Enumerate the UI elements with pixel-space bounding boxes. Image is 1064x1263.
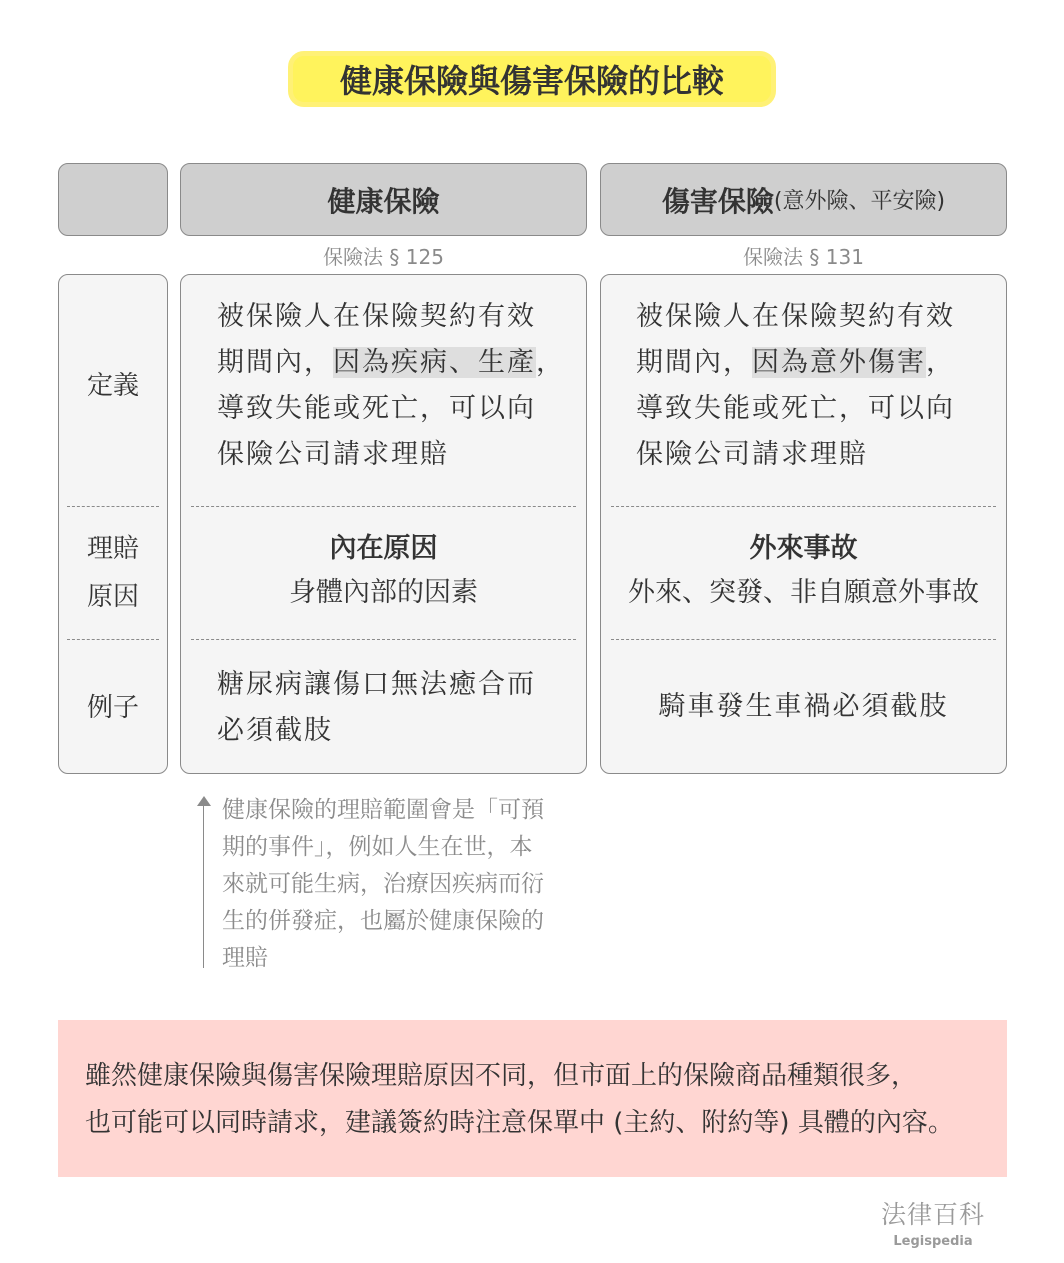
definition-highlight: 因為疾病、生產 bbox=[333, 347, 536, 378]
row-label-example: 例子 bbox=[86, 693, 139, 723]
definition-highlight: 因為意外傷害 bbox=[752, 347, 926, 378]
header-injury-insurance bbox=[600, 163, 1007, 236]
note-line: 來就可能生病，治療因疾病而衍 bbox=[222, 871, 544, 897]
definition-line: 期間內，因為疾病、生產， bbox=[217, 347, 565, 378]
note-pointer-line bbox=[203, 800, 204, 968]
note-line: 期的事件」，例如人生在世，本 bbox=[222, 834, 533, 860]
brand-name-zh: 法律百科 bbox=[880, 1200, 985, 1229]
row-label-reason bbox=[58, 525, 168, 621]
separator bbox=[611, 639, 996, 640]
header-health-label: 健康保險 bbox=[327, 184, 440, 218]
example-line: 騎車發生車禍必須截肢 bbox=[658, 691, 949, 722]
definition-line: 被保險人在保險契約有效 bbox=[636, 301, 955, 332]
arrow-up-icon bbox=[197, 796, 211, 806]
bottom-note-box bbox=[58, 1020, 1007, 1177]
definition-line: 導致失能或死亡，可以向 bbox=[217, 393, 536, 424]
brand-name-en: Legispedia bbox=[893, 1234, 973, 1249]
law-ref-health: 保險法 § 125 bbox=[323, 245, 444, 269]
example-line: 糖尿病讓傷口無法癒合而 bbox=[217, 669, 536, 700]
health-note bbox=[222, 792, 582, 977]
note-line: 生的併發症，也屬於健康保險的 bbox=[222, 908, 544, 934]
definition-line: 導致失能或死亡，可以向 bbox=[636, 393, 955, 424]
separator bbox=[611, 506, 996, 507]
definition-line: 保險公司請求理賠 bbox=[636, 439, 868, 470]
definition-line: 期間內，因為意外傷害， bbox=[636, 347, 955, 378]
row-label-reason-1: 理賠 bbox=[86, 534, 139, 564]
reason-health-title: 內在原因 bbox=[329, 533, 438, 564]
separator bbox=[67, 506, 159, 507]
header-injury-label: 傷害保險 bbox=[661, 184, 774, 218]
reason-health bbox=[180, 527, 587, 615]
page-title-text: 健康保險與傷害保險的比較 bbox=[339, 62, 724, 100]
row-label-reason-2: 原因 bbox=[86, 582, 139, 612]
law-ref-injury: 保險法 § 131 bbox=[743, 245, 864, 269]
separator bbox=[191, 639, 576, 640]
page-title bbox=[288, 51, 776, 107]
row-label-definition: 定義 bbox=[86, 371, 139, 401]
definition-health bbox=[217, 294, 565, 478]
reason-health-desc: 身體內部的因素 bbox=[289, 577, 478, 608]
example-health bbox=[217, 662, 536, 754]
header-empty-cell bbox=[58, 163, 168, 236]
brand-logo bbox=[870, 1195, 996, 1249]
definition-line: 保險公司請求理賠 bbox=[217, 439, 449, 470]
header-injury-sub: (意外險、平安險) bbox=[773, 189, 946, 214]
note-line: 理賠 bbox=[222, 945, 268, 971]
separator bbox=[191, 506, 576, 507]
reason-injury-title: 外來事故 bbox=[749, 533, 858, 564]
note-line: 健康保險的理賠範圍會是「可預 bbox=[222, 797, 544, 823]
example-line: 必須截肢 bbox=[217, 715, 333, 746]
reason-injury bbox=[600, 527, 1007, 615]
separator bbox=[67, 639, 159, 640]
example-injury bbox=[600, 684, 1007, 730]
header-health-insurance bbox=[180, 163, 587, 236]
definition-line: 被保險人在保險契約有效 bbox=[217, 301, 536, 332]
reason-injury-desc: 外來、突發、非自願意外事故 bbox=[628, 577, 979, 608]
bottom-note-line: 雖然健康保險與傷害保險理賠原因不同，但市面上的保險商品種類很多， bbox=[85, 1061, 918, 1091]
bottom-note-line: 也可能可以同時請求，建議簽約時注意保單中 (主約、附約等) 具體的內容。 bbox=[85, 1108, 954, 1138]
definition-injury bbox=[636, 294, 955, 478]
